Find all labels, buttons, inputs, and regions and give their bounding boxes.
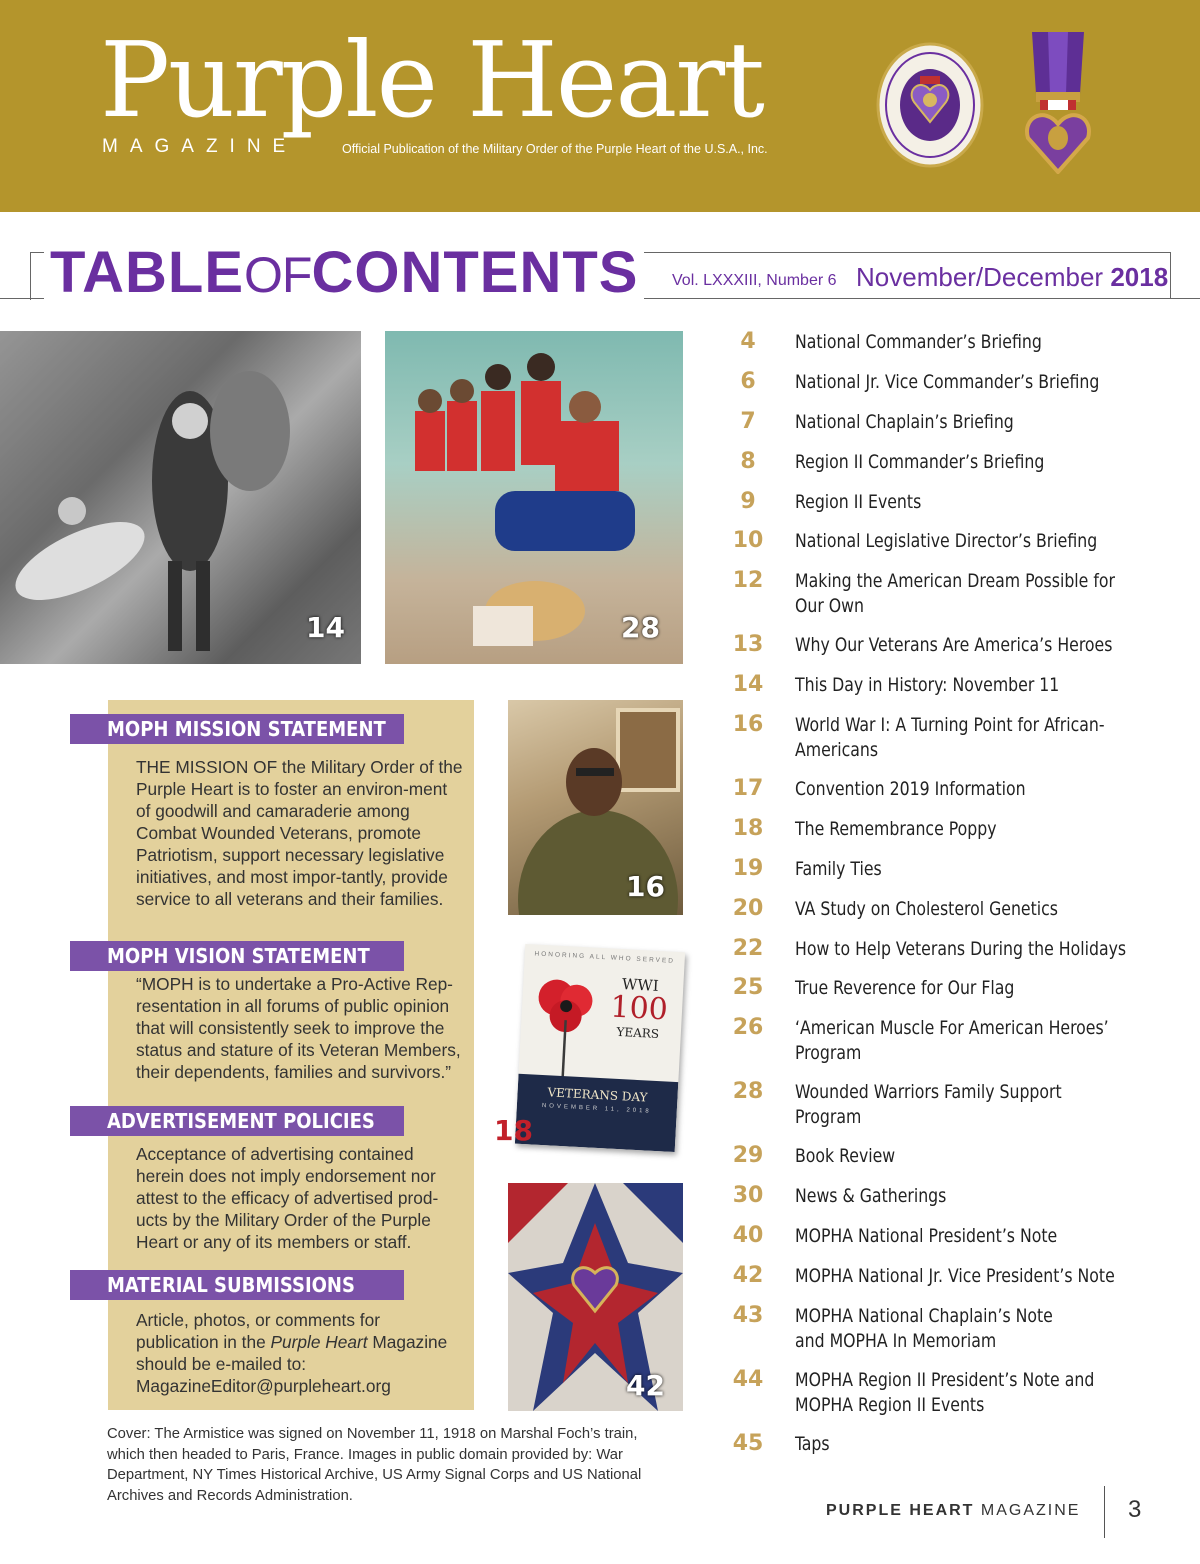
advertisement-heading: ADVERTISEMENT POLICIES bbox=[70, 1106, 404, 1136]
toc-page-number[interactable]: 40 bbox=[732, 1223, 764, 1248]
toc-entry-title[interactable]: Making the American Dream Possible for Our Own bbox=[795, 570, 1115, 617]
photo-page-label: 18 bbox=[494, 1114, 533, 1147]
photo-page-label: 42 bbox=[626, 1369, 665, 1402]
toc-entry-title[interactable]: National Chaplain’s Briefing bbox=[795, 411, 1014, 433]
toc-entry-title[interactable]: Book Review bbox=[795, 1145, 896, 1167]
submissions-heading: MATERIAL SUBMISSIONS bbox=[70, 1270, 404, 1300]
photo-family bbox=[385, 331, 683, 664]
toc-entry-title[interactable]: True Reverence for Our Flag bbox=[795, 977, 1015, 999]
volume-number: Vol. LXXXIII, Number 6 bbox=[672, 272, 837, 289]
moph-seal-icon bbox=[876, 42, 984, 168]
advertisement-body: Acceptance of advertising contained herein does not imply endorsement nor attest to the efficacy of advertised prod-ucts by the Military Order of the Purple Heart or any of its members or staff. bbox=[136, 1144, 439, 1252]
poster-veterans-day: VETERANS DAY bbox=[547, 1085, 648, 1105]
toc-page-number[interactable]: 45 bbox=[732, 1431, 764, 1456]
toc-page-number[interactable]: 25 bbox=[732, 975, 764, 1000]
toc-page-number[interactable]: 8 bbox=[740, 449, 756, 474]
toc-frame-right bbox=[1170, 252, 1171, 298]
toc-entry-title[interactable]: Wounded Warriors Family Support Program bbox=[795, 1081, 1062, 1128]
toc-entry-title[interactable]: World War I: A Turning Point for African- Americans bbox=[795, 714, 1105, 761]
photo-soldiers-wwi bbox=[0, 331, 361, 664]
toc-entry-title[interactable]: How to Help Veterans During the Holidays bbox=[795, 938, 1127, 960]
toc-frame-left bbox=[30, 252, 31, 300]
footer-divider bbox=[1104, 1486, 1105, 1538]
toc-entry-title[interactable]: VA Study on Cholesterol Genetics bbox=[795, 898, 1058, 920]
vision-heading: MOPH VISION STATEMENT bbox=[70, 941, 404, 971]
purple-heart-medal-icon bbox=[1018, 32, 1098, 174]
toc-page-number[interactable]: 12 bbox=[732, 568, 764, 593]
cover-caption: Cover: The Armistice was signed on November 11, 1918 on Marshal Foch’s train, which then headed to Paris, France. Images in public domain provided by: War Department, NY Times Historical Archive, US Army Signal Corps and US National Archives and Records Administration. bbox=[107, 1426, 642, 1504]
toc-entry-title[interactable]: Why Our Veterans Are America’s Heroes bbox=[795, 634, 1113, 656]
toc-page-number[interactable]: 14 bbox=[732, 672, 764, 697]
toc-page-number[interactable]: 42 bbox=[732, 1263, 764, 1288]
toc-entry-title[interactable]: Taps bbox=[795, 1433, 830, 1455]
toc-entry-title[interactable]: National Legislative Director’s Briefing bbox=[795, 530, 1098, 552]
poster-date: NOVEMBER 11, 2018 bbox=[541, 1103, 652, 1115]
masthead-title: Purple Heart bbox=[100, 19, 763, 141]
toc-page-number[interactable]: 26 bbox=[732, 1015, 764, 1040]
toc-heading bbox=[44, 240, 644, 305]
toc-page-number[interactable]: 29 bbox=[732, 1143, 764, 1168]
page-number: 3 bbox=[1128, 1496, 1142, 1523]
toc-entry-title[interactable]: Region II Commander’s Briefing bbox=[795, 451, 1045, 473]
poster-years: YEARS bbox=[616, 1024, 660, 1042]
toc-page-number[interactable]: 9 bbox=[740, 489, 756, 514]
footer-brand-bold: PURPLE HEART bbox=[826, 1502, 975, 1519]
toc-page-number[interactable]: 6 bbox=[740, 369, 756, 394]
issue-months: November/December bbox=[856, 262, 1104, 292]
toc-page-number[interactable]: 4 bbox=[740, 329, 756, 354]
veterans-day-poster bbox=[515, 944, 685, 1152]
toc-entry-title[interactable]: The Remembrance Poppy bbox=[795, 818, 997, 840]
mission-body: THE MISSION OF the Military Order of the Purple Heart is to foster an environ-ment of goodwill and camaraderie among Combat Wounded Veterans, promote Patriotism, support necessary legislative initiatives, and most impor-tantly, provide service to all veterans and their families. bbox=[136, 757, 463, 909]
poster-100: 100 bbox=[609, 989, 669, 1028]
poster-wwi: WWI bbox=[621, 975, 660, 995]
poppy-icon bbox=[528, 968, 604, 1082]
toc-entry-title[interactable]: Region II Events bbox=[795, 491, 922, 513]
photo-reenactor bbox=[508, 700, 683, 915]
masthead-subtitle: MAGAZINE bbox=[102, 136, 298, 157]
toc-page-number[interactable]: 19 bbox=[732, 856, 764, 881]
toc-page-number[interactable]: 43 bbox=[732, 1303, 764, 1328]
toc-page-number[interactable]: 44 bbox=[732, 1367, 764, 1392]
submissions-text-1: Article, photos, or comments for publication in the bbox=[136, 1310, 380, 1352]
toc-page-number[interactable]: 10 bbox=[732, 528, 764, 553]
submissions-email[interactable]: MagazineEditor@purpleheart.org bbox=[136, 1376, 391, 1396]
toc-entry-title[interactable]: This Day in History: November 11 bbox=[795, 674, 1060, 696]
toc-entry-title[interactable]: MOPHA National Jr. Vice President’s Note bbox=[795, 1265, 1115, 1287]
masthead-tagline: Official Publication of the Military Order of the Purple Heart of the U.S.A., Inc. bbox=[342, 142, 768, 156]
toc-page-number[interactable]: 7 bbox=[740, 409, 756, 434]
toc-entry-title[interactable]: ‘American Muscle For American Heroes’ Program bbox=[795, 1017, 1109, 1064]
poster-top-text: HONORING ALL WHO SERVED bbox=[534, 950, 676, 965]
toc-entry-title[interactable]: National Jr. Vice Commander’s Briefing bbox=[795, 371, 1100, 393]
footer-brand bbox=[826, 1502, 1080, 1520]
toc-heading-of: OF bbox=[244, 247, 312, 303]
toc-page-number[interactable]: 13 bbox=[732, 632, 764, 657]
submissions-body bbox=[136, 1309, 466, 1397]
submissions-text-2: Magazine should be e-mailed to: bbox=[136, 1332, 448, 1374]
toc-entry-title[interactable]: News & Gatherings bbox=[795, 1185, 947, 1207]
vision-body: “MOPH is to undertake a Pro-Active Rep-resentation in all forums of public opinion that will consistently seek to improve the status and stature of its Veteran Members, their dependents, families and survivors.” bbox=[136, 974, 461, 1082]
toc-page-number[interactable]: 22 bbox=[732, 936, 764, 961]
toc-entry-title[interactable]: Family Ties bbox=[795, 858, 882, 880]
photo-page-label: 16 bbox=[626, 870, 665, 903]
issue-date bbox=[856, 262, 1168, 293]
toc-page-number[interactable]: 18 bbox=[732, 816, 764, 841]
toc-entry-title[interactable]: Convention 2019 Information bbox=[795, 778, 1026, 800]
photo-page-label: 14 bbox=[306, 611, 345, 644]
mission-heading: MOPH MISSION STATEMENT bbox=[70, 714, 404, 744]
toc-entry-title[interactable]: MOPHA National Chaplain’s Note and MOPHA In Memoriam bbox=[795, 1305, 1053, 1352]
toc-entry-title[interactable]: MOPHA National President’s Note bbox=[795, 1225, 1058, 1247]
toc-page-number[interactable]: 30 bbox=[732, 1183, 764, 1208]
toc-page-number[interactable]: 16 bbox=[732, 712, 764, 737]
toc-page-number[interactable]: 17 bbox=[732, 776, 764, 801]
issue-year: 2018 bbox=[1110, 262, 1169, 292]
photo-page-label: 28 bbox=[621, 611, 660, 644]
toc-page-number[interactable]: 28 bbox=[732, 1079, 764, 1104]
photo-quilt bbox=[508, 1183, 683, 1411]
toc-entry-title[interactable]: National Commander’s Briefing bbox=[795, 331, 1042, 353]
footer-brand-light: MAGAZINE bbox=[980, 1502, 1081, 1519]
toc-page-number[interactable]: 20 bbox=[732, 896, 764, 921]
toc-entry-title[interactable]: MOPHA Region II President’s Note and MOPHA Region II Events bbox=[795, 1369, 1095, 1416]
toc-heading-contents: CONTENTS bbox=[311, 240, 639, 305]
toc-heading-table: TABLE bbox=[50, 240, 245, 305]
submissions-italic: Purple Heart bbox=[270, 1332, 368, 1352]
